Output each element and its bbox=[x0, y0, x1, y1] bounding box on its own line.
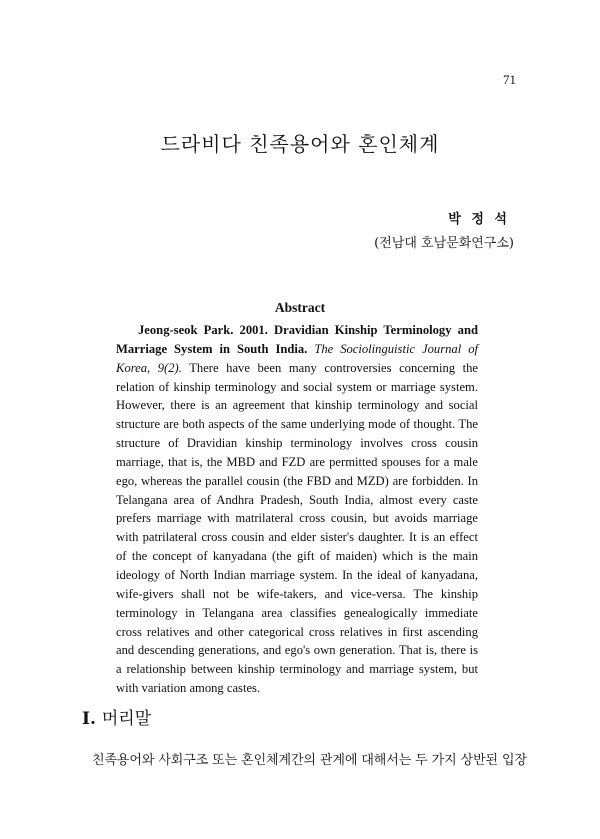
page-number: 71 bbox=[503, 72, 516, 87]
abstract-text: There have been many controversies concerning the relation of kinship terminology and social system or marriage system. However, there is an agreement that kinship terminology and social structure are both aspects of the same underlying mode of thought. The structure of Dravidian kinship terminology involves cross cousin marriage, that is, the MBD and FZD are permitted spouses for a male ego, whereas the parallel cousin (the FBD and MZD) are forbidden. In Telangana area of Andhra Pradesh, South India, almost every caste prefers marriage with matrilateral cross cousin, but avoids marriage with patrilateral cross cousin and elder sister's daughter. It is an effect of the concept of kanyadana (the gift of maiden) which is the main ideology of North Indian marriage system. In the ideal of kanyadana, wife-givers shall not be wife-takers, and vice-versa. The kinship terminology in Telangana area classifies genealogically immediate cross relatives and other categorical cross relatives in first ascending and descending generations, and ego's own generation. That is, there is a relationship between kinship terminology and marriage system, but with variation among castes. bbox=[116, 360, 478, 696]
paper-title: 드라비다 친족용어와 혼인체계 bbox=[160, 132, 440, 156]
abstract-heading: Abstract bbox=[274, 300, 326, 315]
author-affiliation: (전남대 호남문화연구소) bbox=[374, 236, 514, 251]
section-heading bbox=[82, 704, 151, 729]
section-number: Ⅰ. bbox=[82, 709, 96, 729]
abstract-journal: The Sociolinguistic Journal of Korea, 9(2). bbox=[116, 341, 478, 375]
author-name: 박 정 석 bbox=[448, 212, 510, 227]
body-text: 친족용어와 사회구조 또는 혼인체계간의 관계에 대해서는 두 가지 상반된 입장 bbox=[92, 753, 527, 768]
abstract-citation: Jeong-seok Park. 2001. Dravidian Kinship Terminology and Marriage System in South India. bbox=[116, 323, 478, 356]
section-title: 머리말 bbox=[101, 709, 152, 729]
abstract-body bbox=[116, 321, 478, 698]
